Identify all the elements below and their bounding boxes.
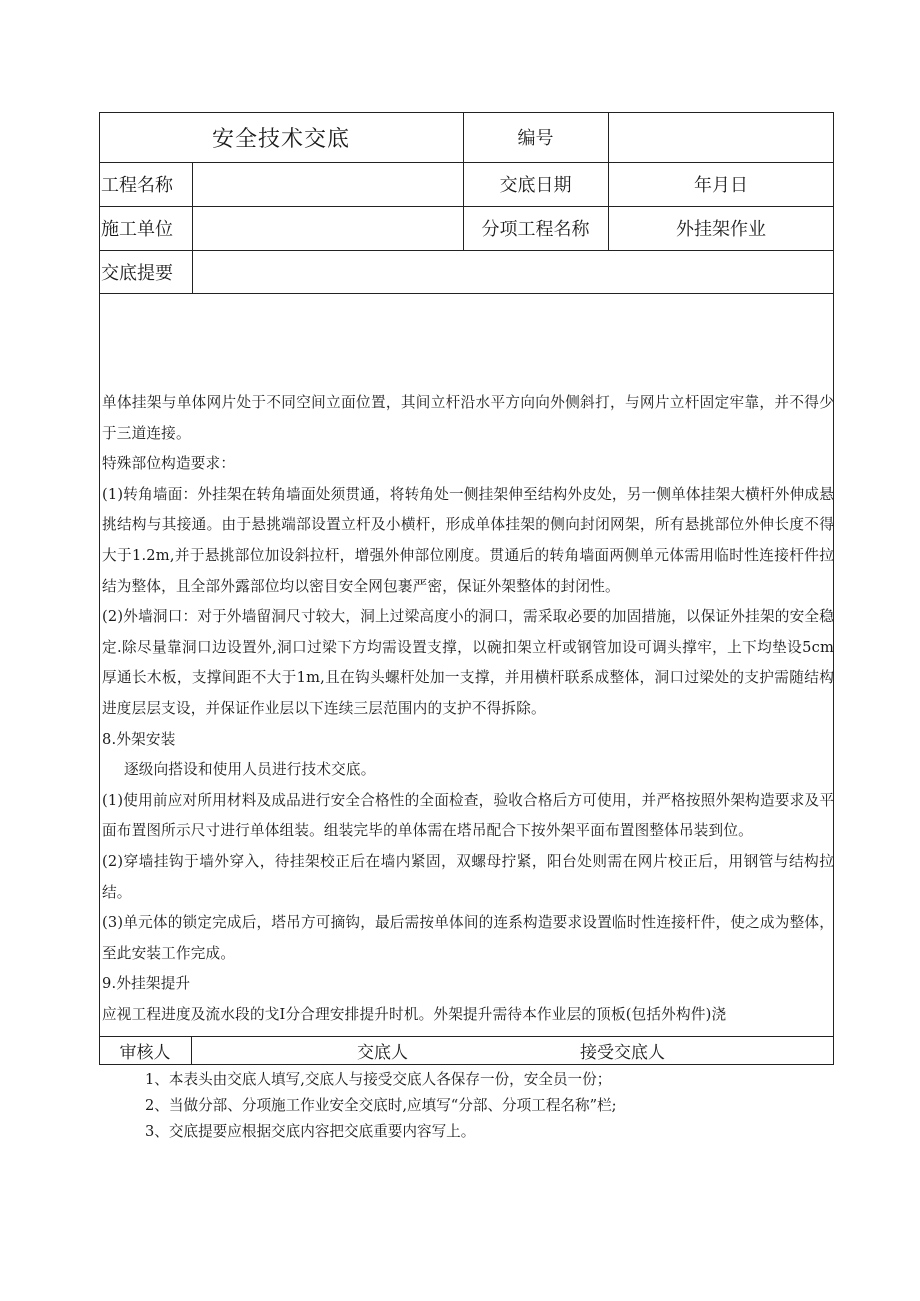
section-heading: 9.外挂架提升 (102, 975, 191, 993)
number-field[interactable] (608, 112, 834, 162)
paragraph: 应视工程进度及流水段的戈I分合理安排提升时机。外架提升需待本作业层的顶板(包括外构件)浇 (102, 1005, 727, 1023)
paragraph: (3)单元体的锁定完成后，塔吊方可摘钩，最后需按单体间的连系构造要求设置临时性连接杆件，使之成为整体，至此安装工作完成。 (102, 914, 834, 962)
paragraph: (2)外墙洞口：对于外墙留洞尺寸较大，洞上过梁高度小的洞口，需采取必要的加固措施，以保证外挂架的安全稳定.除尽量靠洞口边设置外,洞口过梁下方均需设置支撑，以碗扣架立杆或钢管加设可调头撑牢，上下均垫设5cm厚通长木板，支撑间距不大于1m,且在钩头螺杆处加一支撑，并用横杆联系成整体，洞口过梁处的支护需随结构进度层层支设，并保证作业层以下连续三层范围内的支护不得拆除。 (102, 608, 834, 717)
note-item: 2、当做分部、分项施工作业安全交底时,应填写“分部、分项工程名称”栏; (145, 1097, 617, 1114)
receiver-label: 接受交底人 (580, 1043, 665, 1063)
construction-unit-label: 施工单位 (101, 219, 173, 240)
paragraph: (1)转角墙面：外挂架在转角墙面处须贯通，将转角处一侧挂架伸至结构外皮处，另一侧单体挂架大横杆外伸成悬挑结构与其接通。由于悬挑端部设置立杆及小横杆，形成单体挂架的侧向封闭网架，所有悬挑部位外伸长度不得大于1.2m,并于悬挑部位加设斜拉杆，增强外伸部位刚度。贯通后的转角墙面两侧单元体需用临时性连接杆件拉结为整体，且全部外露部位均以密目安全网包裹严密，保证外架整体的封闭性。 (102, 485, 834, 595)
paragraph: (1)使用前应对所用材料及成品进行安全合格性的全面检查，验收合格后方可使用，并严格按照外架构造要求及平面布置图所示尺寸进行单体组装。组装完毕的单体需在塔吊配合下按外架平面布置图整体吊装到位。 (102, 791, 834, 840)
summary-field[interactable] (192, 250, 834, 293)
note-item: 3、交底提要应根据交底内容把交底重要内容写上。 (145, 1123, 476, 1140)
reviewer-field[interactable] (191, 1036, 291, 1065)
sub-project-label: 分项工程名称 (481, 219, 590, 240)
sub-project-field[interactable]: 外挂架作业 (676, 219, 766, 240)
disclosure-content (102, 388, 834, 1030)
paragraph: 逐级向搭设和使用人员进行技术交底。 (124, 761, 376, 779)
section-heading: 8.外架安装 (102, 730, 176, 748)
project-name-label: 工程名称 (101, 175, 173, 196)
date-field[interactable]: 年月日 (694, 175, 748, 196)
note-item: 1、本表头由交底人填写,交底人与接受交底人各保存一份，安全员一份； (145, 1071, 612, 1088)
discloser-label: 交底人 (357, 1043, 408, 1063)
paragraph: 单体挂架与单体网片处于不同空间立面位置，其间立杆沿水平方向向外侧斜打，与网片立杆固定牢靠，并不得少于三道连接。 (102, 394, 834, 442)
summary-label: 交底提要 (101, 262, 173, 284)
number-label: 编号 (517, 128, 554, 149)
construction-unit-field[interactable] (192, 206, 463, 250)
form-notes (145, 1067, 617, 1145)
reviewer-label: 审核人 (119, 1043, 171, 1063)
date-label: 交底日期 (499, 175, 572, 196)
paragraph: (2)穿墙挂钩于墙外穿入，待挂架校正后在墙内紧固，双螺母拧紧，阳台处则需在网片校正后，用钢管与结构拉结。 (102, 852, 834, 901)
form-title: 安全技术交底 (211, 126, 350, 152)
row-divider (99, 293, 834, 294)
paragraph: 特殊部位构造要求： (102, 455, 236, 473)
project-name-field[interactable] (192, 162, 463, 206)
